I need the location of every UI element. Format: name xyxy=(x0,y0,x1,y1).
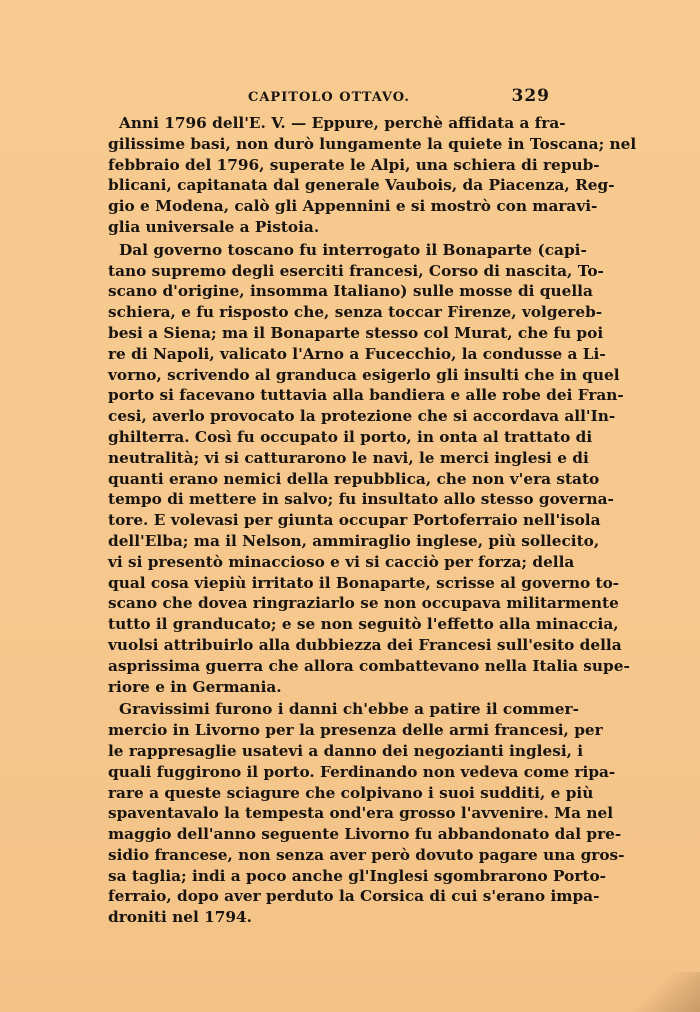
text-line: Gravissimi furono i danni ch'ebbe a patire il commer- xyxy=(119,700,579,719)
text-line: Anni 1796 dell'E. V. — Eppure, perchè affidata a fra- xyxy=(119,114,566,132)
text-line: re di Napoli, valicato l'Arno a Fucecchio, la condusse a Li- xyxy=(108,344,606,363)
paragraph xyxy=(108,699,625,928)
text-line: vuolsi attribuirlo alla dubbiezza dei Francesi sull'esito della xyxy=(108,635,622,654)
running-title: CAPITOLO OTTAVO. xyxy=(248,90,410,105)
page-edge-shadow xyxy=(620,972,700,1012)
text-line: gio e Modena, calò gli Appennini e si mostrò con maravi- xyxy=(108,197,598,216)
text-line: scano d'origine, insomma Italiano) sulle mosse di quella xyxy=(108,282,593,301)
text-line: ferraio, dopo aver perduto la Corsica di cui s'erano impa- xyxy=(108,887,600,906)
text-line: dell'Elba; ma il Nelson, ammiraglio inglese, più sollecito, xyxy=(108,531,600,550)
text-line: vorno, scrivendo al granduca esigerlo gli insulti che in quel xyxy=(108,365,620,384)
text-line: sidio francese, non senza aver però dovuto pagare una gros- xyxy=(108,845,625,864)
text-line: quanti erano nemici della repubblica, che non v'era stato xyxy=(108,469,600,488)
text-line: tano supremo degli eserciti francesi, Corso di nascita, To- xyxy=(108,261,604,280)
text-line: tempo di mettere in salvo; fu insultato allo stesso governa- xyxy=(108,490,614,509)
text-line: le rappresaglie usatevi a danno dei negozianti inglesi, i xyxy=(108,741,584,760)
text-line: spaventavalo la tempesta ond'era grosso l'avvenire. Ma nel xyxy=(108,804,614,823)
text-line: vi si presentò minaccioso e vi si cacciò per forza; della xyxy=(108,552,575,571)
text-line: maggio dell'anno seguente Livorno fu abbandonato dal pre- xyxy=(108,825,622,844)
page-header xyxy=(108,86,568,108)
text-line: tore. E volevasi per giunta occupar Portoferraio nell'isola xyxy=(108,511,601,530)
text-line: droniti nel 1794. xyxy=(108,908,252,927)
text-line: blicani, capitanata dal generale Vaubois, da Piacenza, Reg- xyxy=(108,176,615,195)
text-line: cesi, averlo provocato la protezione che si accordava all'In- xyxy=(108,407,616,426)
text-line: neutralità; vi si catturarono le navi, le merci inglesi e di xyxy=(108,448,589,467)
text-line: Dal governo toscano fu interrogato il Bonaparte (capi- xyxy=(119,240,587,259)
text-line: schiera, e fu risposto che, senza toccar Firenze, volgereb- xyxy=(108,303,603,322)
body-text xyxy=(108,113,637,930)
text-line: quali fuggirono il porto. Ferdinando non vedeva come ripa- xyxy=(108,762,616,781)
text-line: besi a Siena; ma il Bonaparte stesso col Murat, che fu poi xyxy=(108,323,604,342)
text-line: rare a queste sciagure che colpivano i suoi sudditi, e più xyxy=(108,783,594,802)
text-line: febbraio del 1796, superate le Alpi, una schiera di repub- xyxy=(108,155,600,174)
paragraph xyxy=(108,113,637,238)
text-line: glia universale a Pistoia. xyxy=(108,217,320,236)
text-line: tutto il granducato; e se non seguitò l'effetto alla minaccia, xyxy=(108,615,619,634)
text-line: ghilterra. Così fu occupato il porto, in onta al trattato di xyxy=(108,427,593,446)
page-number: 329 xyxy=(511,86,550,106)
text-line: riore e in Germania. xyxy=(108,677,282,696)
text-line: mercio in Livorno per la presenza delle armi francesi, per xyxy=(108,721,603,740)
text-line: asprissima guerra che allora combattevano nella Italia supe- xyxy=(108,656,630,675)
text-line: scano che dovea ringraziarlo se non occupava militarmente xyxy=(108,594,619,613)
text-line: sa taglia; indi a poco anche gl'Inglesi sgombrarono Porto- xyxy=(108,866,607,885)
paragraph xyxy=(108,240,630,698)
text-line: qual cosa viepiù irritato il Bonaparte, scrisse al governo to- xyxy=(108,573,620,592)
text-line: porto si facevano tuttavia alla bandiera e alle robe dei Fran- xyxy=(108,386,624,405)
text-line: gilissime basi, non durò lungamente la quiete in Toscana; nel xyxy=(108,134,637,153)
